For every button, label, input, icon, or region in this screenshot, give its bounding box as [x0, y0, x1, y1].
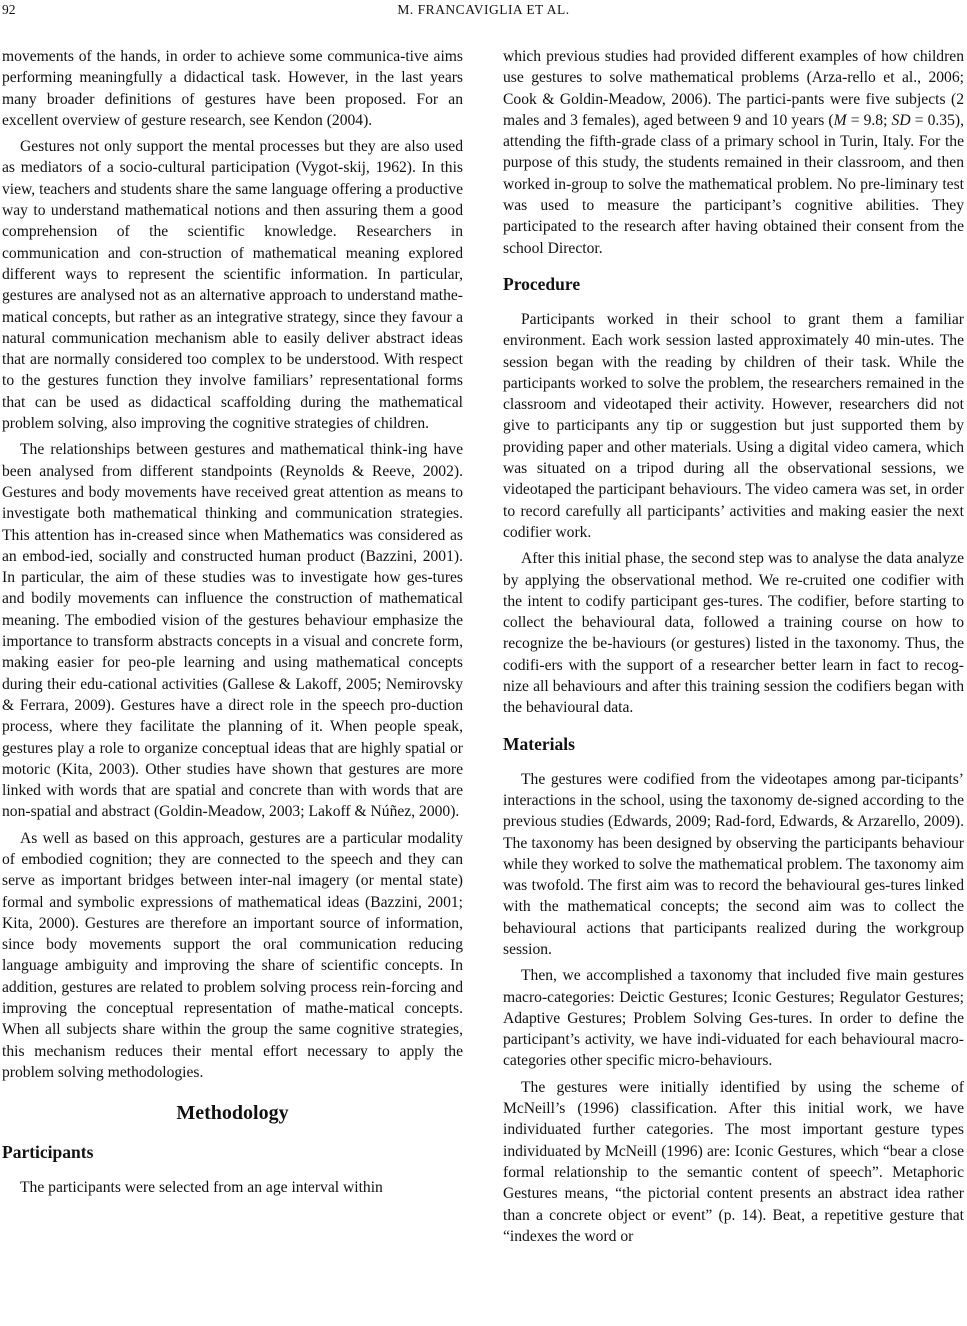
sd-symbol: SD	[891, 111, 911, 129]
paragraph: The gestures were codified from the videotapes among par-ticipants’ interactions in the school, using the taxonomy de-signed according to the previous studies (Edwards, 2009; Rad-ford, Edwards, & Arzarello, 2009). The taxonomy has been designed by observing the participants behaviour while they worked to solve the mathematical problem. The taxonomy aim was twofold. The first aim was to record the behavioural ges-tures linked with the mathematical concepts; the second aim was to collect the behavioural actions that participants realized during the workgroup session.	[503, 770, 964, 958]
paragraph: The participants were selected from an age interval within	[20, 1179, 383, 1197]
paragraph: Participants worked in their school to grant them a familiar environment. Each work session lasted approximately 40 min-utes. The session began with the reading by children of their task. While the participants worked to solve the problem, the researchers remained in the classroom and videotaped their activity. However, researchers did not give to participants any tip or suggestion but just supported them by providing paper and other materials. Using a digital video camera, which was situated on a tripod during all the observational sessions, we videotaped the participant behaviours. The video camera was set, in order to record carefully all participants’ activities and making easier the next codifier work.	[503, 310, 964, 541]
text-run: = 0.35), attending the fifth-grade class of a primary school in Turin, Italy. For the purpose of this study, the students remained in their classroom, and then worked in-group to solve the mathematical problem. No pre-liminary test was used to measure the participant’s cognitive abilities. They participated to the research after having obtained their consent from the school Director.	[503, 111, 964, 257]
page-number: 92	[2, 2, 16, 17]
text-run: which previous studies had provided different examples of how children use gestures to solve mathematical problems (Arza-rello et al., 2006; Cook & Goldin-Meadow, 2006). The partici-pants were five subjects (2 males and 3 females), aged between 9 and 10 years (	[503, 48, 964, 129]
paragraph	[503, 46, 964, 259]
page-header	[0, 0, 967, 22]
running-title: M. FRANCAVIGLIA ET AL.	[397, 2, 570, 17]
text-run: = 9.8;	[846, 111, 892, 129]
paragraph: The relationships between gestures and mathematical think-ing have been analysed from different standpoints (Reynolds & Reeve, 2002). Gestures and body movements have received great attention as means to investigate both mathematical thinking and communication strategies. This attention has in-creased since when Mathematics was considered as an embod-ied, socially and constructed human product (Bazzini, 2001). In particular, the aim of these studies was to investigate how ges-tures and bodily movements can influence the construction of mathematical meaning. The embodied vision of the gestures behaviour emphasize the importance to transform abstracts concepts in a visual and concrete form, making easier for peo-ple learning and using mathematical concepts during their edu-cational activities (Gallese & Lakoff, 2005; Nemirovsky & Ferrara, 2009). Gestures have a direct role in the speech pro-duction process, where they facilitate the planning of it. When people speak, gestures play a role to organize conceptual ideas that are highly spatial or motoric (Kita, 2003). Other studies have shown that gestures are more linked with words that are spatial and concrete than with words that are non-spatial and abstract (Goldin-Meadow, 2003; Lakoff & Núñez, 2000).	[2, 441, 463, 821]
paragraph: Then, we accomplished a taxonomy that included five main gestures macro-categories: Deictic Gestures; Iconic Gestures; Regulator Gestures; Adaptive Gestures; Problem Solving Ges-tures. In order to define the participant’s activity, we have indi-viduated for each behavioural macro-categories other specific micro-behaviours.	[503, 967, 964, 1070]
paragraph: After this initial phase, the second step was to analyse the data analyze by applying the observational method. We re-cruited one codifier with the intent to codify participant ges-tures. The codifier, before starting to collect the behavioural data, followed a training course on how to recognize the be-haviours (or gestures) listed in the taxonomy. Thus, the codifi-ers with the support of a researcher better learn in fact to recog-nize all behaviours and after this training session the codifiers began with the behavioural data.	[503, 550, 964, 717]
subheading-participants: Participants	[2, 1142, 94, 1163]
paragraph: The gestures were initially identified by using the scheme of McNeill’s (1996) classification. After this initial work, we have individuated further categories. The most important gesture types individuated by McNeill (1996) are: Iconic Gestures, which “bear a close formal relationship to the semantic content of speech”. Metaphoric Gestures means, “the pictorial content presents an abstract idea rather than a concrete object or event” (p. 14). Beat, a repetitive gesture that “indexes the word or	[503, 1078, 964, 1245]
paragraph: movements of the hands, in order to achieve some communica-tive aims performing meaningfully a didactical task. However, in the last years many broader definitions of gestures have been proposed. For an excellent overview of gesture research, see Kendon (2004).	[2, 48, 463, 129]
left-column	[2, 46, 463, 1204]
right-column	[503, 46, 964, 1252]
mean-symbol: M	[833, 111, 847, 129]
subheading-procedure: Procedure	[503, 273, 581, 294]
paragraph: Gestures not only support the mental processes but they are also used as mediators of a socio-cultural participation (Vygot-skij, 1962). In this view, teachers and students share the same language offering a productive way to understand mathematical notions and then assuring them a good comprehension of the scientific knowledge. Researchers in communication and con-struction of mathematical meaning explored different ways to represent the scientific information. In particular, gestures are analysed not as an alternative approach to understand mathe-matical concepts, but rather as an integrative strategy, since they favour a natural communication mechanism able to easily deliver abstract ideas that are normally considered too complex to be understood. With respect to the gestures function they involve familiars’ representational forms that can be used as didactical scaffolding during the mathematical problem solving, also improving the cognitive strategies of children.	[2, 138, 463, 433]
paragraph: As well as based on this approach, gestures are a particular modality of embodied cognition; they are connected to the speech and they can serve as important bridges between inter-nal imagery (or mental state) formal and symbolic expressions of mathematical ideas (Bazzini, 2001; Kita, 2000). Gestures are therefore an important source of information, since body movements support the oral communication reducing language ambiguity and improving the share of scientific concepts. In addition, gestures are related to problem solving process rein-forcing and improving the conceptual representation of mathe-matical concepts. When all subjects share within the group the same cognitive strategies, this mechanism reduces their mental effort necessary to apply the problem solving methodologies.	[2, 829, 463, 1081]
subheading-materials: Materials	[503, 733, 575, 754]
section-heading-methodology: Methodology	[176, 1102, 289, 1125]
